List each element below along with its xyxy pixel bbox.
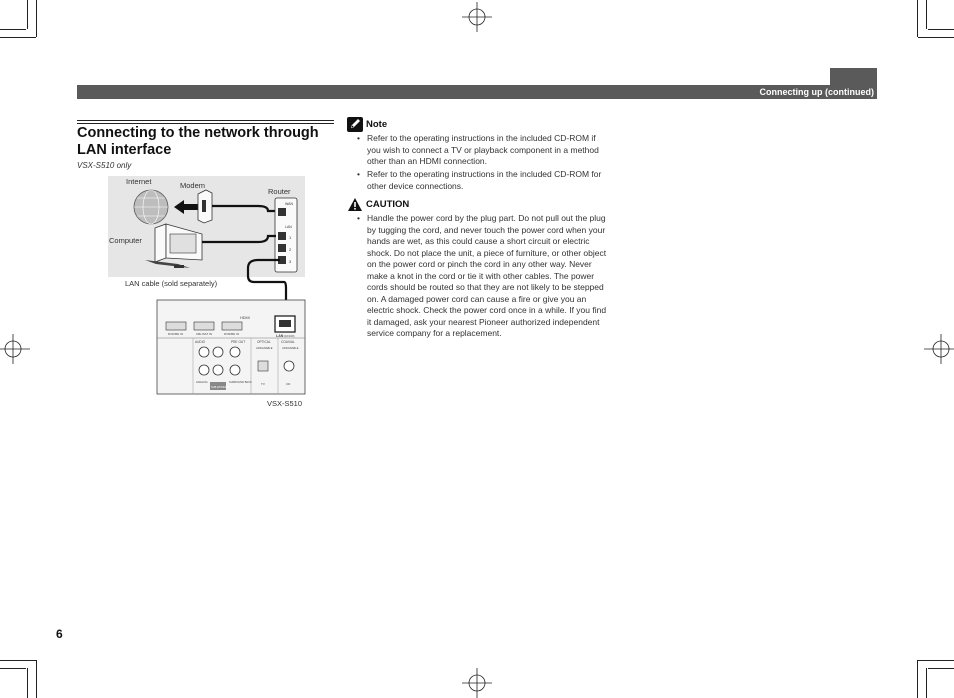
svg-text:HDMI: HDMI [240,316,250,320]
arrow-left-icon [174,200,198,214]
router-label: Router [268,187,291,196]
svg-text:LAN: LAN [276,334,284,338]
svg-text:SURROUND BACK: SURROUND BACK [229,381,252,384]
svg-text:WAN: WAN [285,202,294,206]
network-diagram [108,176,308,398]
caution-item: • Handle the power cord by the plug part. Do not pull out the plug by tugging the cord, and never touch the power cord when your hands are wet, as this could cause a short circuit or electric shock. Do not place the unit, a piece of furniture, or other object on the power cord or pinch the cord in any other way. Never make a knot in the cord or tie it with other cables. The power cords should be routed so that they are not likely to be stepped on. A damaged power cord can cause a fire or give you an electric shock. Check the power cord once in a while. If you find it damaged, ask your nearest Pioneer authorized independent service company for a replacement. [357,213,607,340]
svg-text:1: 1 [289,235,292,240]
svg-text:2: 2 [289,247,292,252]
note-item: • Refer to the operating instructions in the included CD-ROM if you wish to connect a TV or playback component in a method other than an HDMI connection. [357,133,602,168]
caution-heading: CAUTION [366,199,410,210]
svg-text:DVD/BD IN: DVD/BD IN [168,332,184,336]
computer-icon [145,224,202,268]
registration-mark-left [0,334,30,364]
registration-mark-top [462,2,492,32]
registration-mark-bottom [462,668,492,698]
svg-text:OPTICAL: OPTICAL [257,340,271,344]
computer-label: Computer [109,236,142,245]
svg-text:COAXIAL: COAXIAL [281,340,295,344]
lan-cable-label: LAN cable (sold separately) [125,279,218,288]
running-header: Connecting up (continued) [759,87,874,97]
note-icon [347,117,363,132]
warning-icon [348,198,362,211]
svg-text:CBL/SAT IN: CBL/SAT IN [196,332,213,336]
svg-text:AUDIO: AUDIO [195,340,206,344]
title-rule [77,120,334,124]
note-list [357,133,602,194]
caution-list [357,213,607,341]
modem-label: Modem [180,181,206,190]
svg-text:ASSIGNABLE: ASSIGNABLE [282,347,299,350]
svg-text:3: 3 [289,259,292,264]
header-band [77,85,877,99]
svg-text:PRE OUT: PRE OUT [231,340,246,344]
svg-text:DVR/BD IN: DVR/BD IN [224,332,240,336]
note-item: • Refer to the operating instructions in the included CD-ROM for other device connections. [357,169,602,192]
svg-text:LAN: LAN [285,225,292,229]
model-note: VSX-S510 only [77,161,132,170]
globe-icon [134,190,168,224]
svg-text:TV: TV [261,382,265,386]
registration-mark-right [924,334,954,364]
svg-text:(10/100): (10/100) [284,334,295,338]
modem-icon [198,190,212,223]
model-label: VSX-S510 [267,399,303,408]
page-number: 6 [56,627,63,641]
note-heading: Note [366,119,388,130]
svg-text:CD: CD [286,382,291,386]
internet-label: Internet [126,177,152,186]
section-title: Connecting to the network through LAN interface [77,125,319,158]
svg-text:ASSIGNABLE: ASSIGNABLE [256,347,273,350]
svg-text:ANALOG: ANALOG [196,380,208,384]
svg-text:SUB WOOFER: SUB WOOFER [211,386,229,389]
